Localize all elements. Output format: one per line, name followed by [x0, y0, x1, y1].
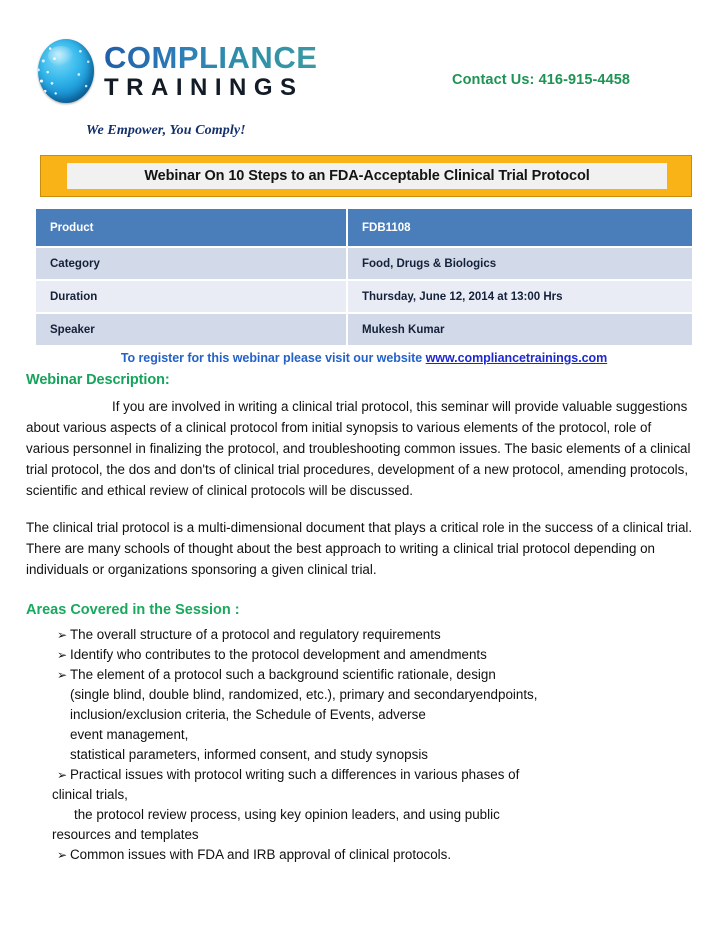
- info-value-duration: Thursday, June 12, 2014 at 13:00 Hrs: [347, 280, 692, 313]
- info-label-category: Category: [36, 247, 347, 280]
- description-paragraph-1: If you are involved in writing a clinical trial protocol, this seminar will provide valuable suggestions about various aspects of a clinical protocol from initial synopsis to various elements of the protocol, role of various personnel in finalizing the protocol, and troubleshooting common issues. The basic elements of a clinical trial protocol, the dos and don'ts of clinical trial procedures, development of a new protocol, amending protocols, scientific and ethical review of clinical protocols will be discussed.: [26, 399, 691, 498]
- list-item-continuation: resources and templates: [52, 827, 199, 842]
- webinar-title-banner: [40, 155, 692, 197]
- areas-covered-list: [26, 625, 694, 685]
- list-item-continuation: event management,: [70, 727, 189, 742]
- registration-text: To register for this webinar please visit our website: [120, 351, 423, 365]
- globe-icon: [36, 36, 98, 106]
- list-item-label: Identify who contributes to the protocol development and amendments: [70, 647, 487, 662]
- list-item: [57, 625, 694, 645]
- brand-wordmark: [104, 36, 317, 101]
- areas-covered-heading: Areas Covered in the Session :: [26, 602, 240, 618]
- website-link[interactable]: www.compliancetrainings.com: [425, 351, 608, 365]
- registration-line: [36, 351, 692, 365]
- info-label-speaker: Speaker: [36, 313, 347, 346]
- description-paragraph-2: The clinical trial protocol is a multi-dimensional document that plays a critical role in the success of a clinical trial. There are many schools of thought about the best approach to writing a clinical trial protocol depending on individuals or organizations sponsoring a given clinical trial.: [26, 520, 693, 577]
- list-item-continuation: (single blind, double blind, randomized, etc.), primary and secondaryendpoints,: [70, 687, 538, 702]
- flyer-body: [26, 372, 694, 865]
- table-row: [36, 280, 692, 313]
- arrow-bullet-icon: ➢: [57, 768, 68, 782]
- contact-us-text: Contact Us: 416-915-4458: [452, 72, 631, 88]
- table-row: [36, 313, 692, 346]
- info-value-speaker: Mukesh Kumar: [347, 313, 692, 346]
- info-value-product: FDB1108: [347, 209, 692, 247]
- brand-name-primary: COMPLIANCE: [104, 40, 318, 75]
- webinar-description-heading: Webinar Description:: [26, 372, 170, 388]
- list-item-continuation: inclusion/exclusion criteria, the Schedule of Events, adverse: [70, 707, 426, 722]
- list-item-continuation: clinical trials,: [52, 787, 128, 802]
- brand-tagline: We Empower, You Comply!: [86, 123, 246, 138]
- areas-covered-list-final: [26, 845, 694, 865]
- arrow-bullet-icon: ➢: [57, 848, 68, 862]
- list-item-continuation: statistical parameters, informed consent, and study synopsis: [70, 747, 428, 762]
- table-row: [36, 247, 692, 280]
- info-label-duration: Duration: [36, 280, 347, 313]
- list-item: [57, 845, 694, 865]
- arrow-bullet-icon: ➢: [57, 648, 68, 662]
- brand-name-secondary: TRAININGS: [104, 73, 304, 101]
- brand-logo: [36, 36, 317, 106]
- list-item-label: Common issues with FDA and IRB approval of clinical protocols.: [70, 847, 452, 862]
- webinar-info-table: [36, 209, 692, 347]
- webinar-title: Webinar On 10 Steps to an FDA-Acceptable Clinical Trial Protocol: [144, 168, 590, 184]
- arrow-bullet-icon: ➢: [57, 668, 68, 682]
- list-item-label: The element of a protocol such a background scientific rationale, design: [70, 667, 496, 682]
- areas-covered-list-continued: [26, 765, 694, 785]
- info-label-product: Product: [36, 209, 347, 247]
- list-item: [57, 665, 694, 685]
- list-item-continuation: the protocol review process, using key opinion leaders, and using public: [74, 807, 500, 822]
- info-value-category: Food, Drugs & Biologics: [347, 247, 692, 280]
- list-item: [57, 765, 694, 785]
- list-item-label: Practical issues with protocol writing such a differences in various phases of: [70, 767, 520, 782]
- page-header: [0, 0, 720, 138]
- list-item: [57, 645, 694, 665]
- list-item-label: The overall structure of a protocol and regulatory requirements: [70, 627, 441, 642]
- arrow-bullet-icon: ➢: [57, 628, 68, 642]
- webinar-title-box: [67, 163, 667, 189]
- table-row: [36, 209, 692, 247]
